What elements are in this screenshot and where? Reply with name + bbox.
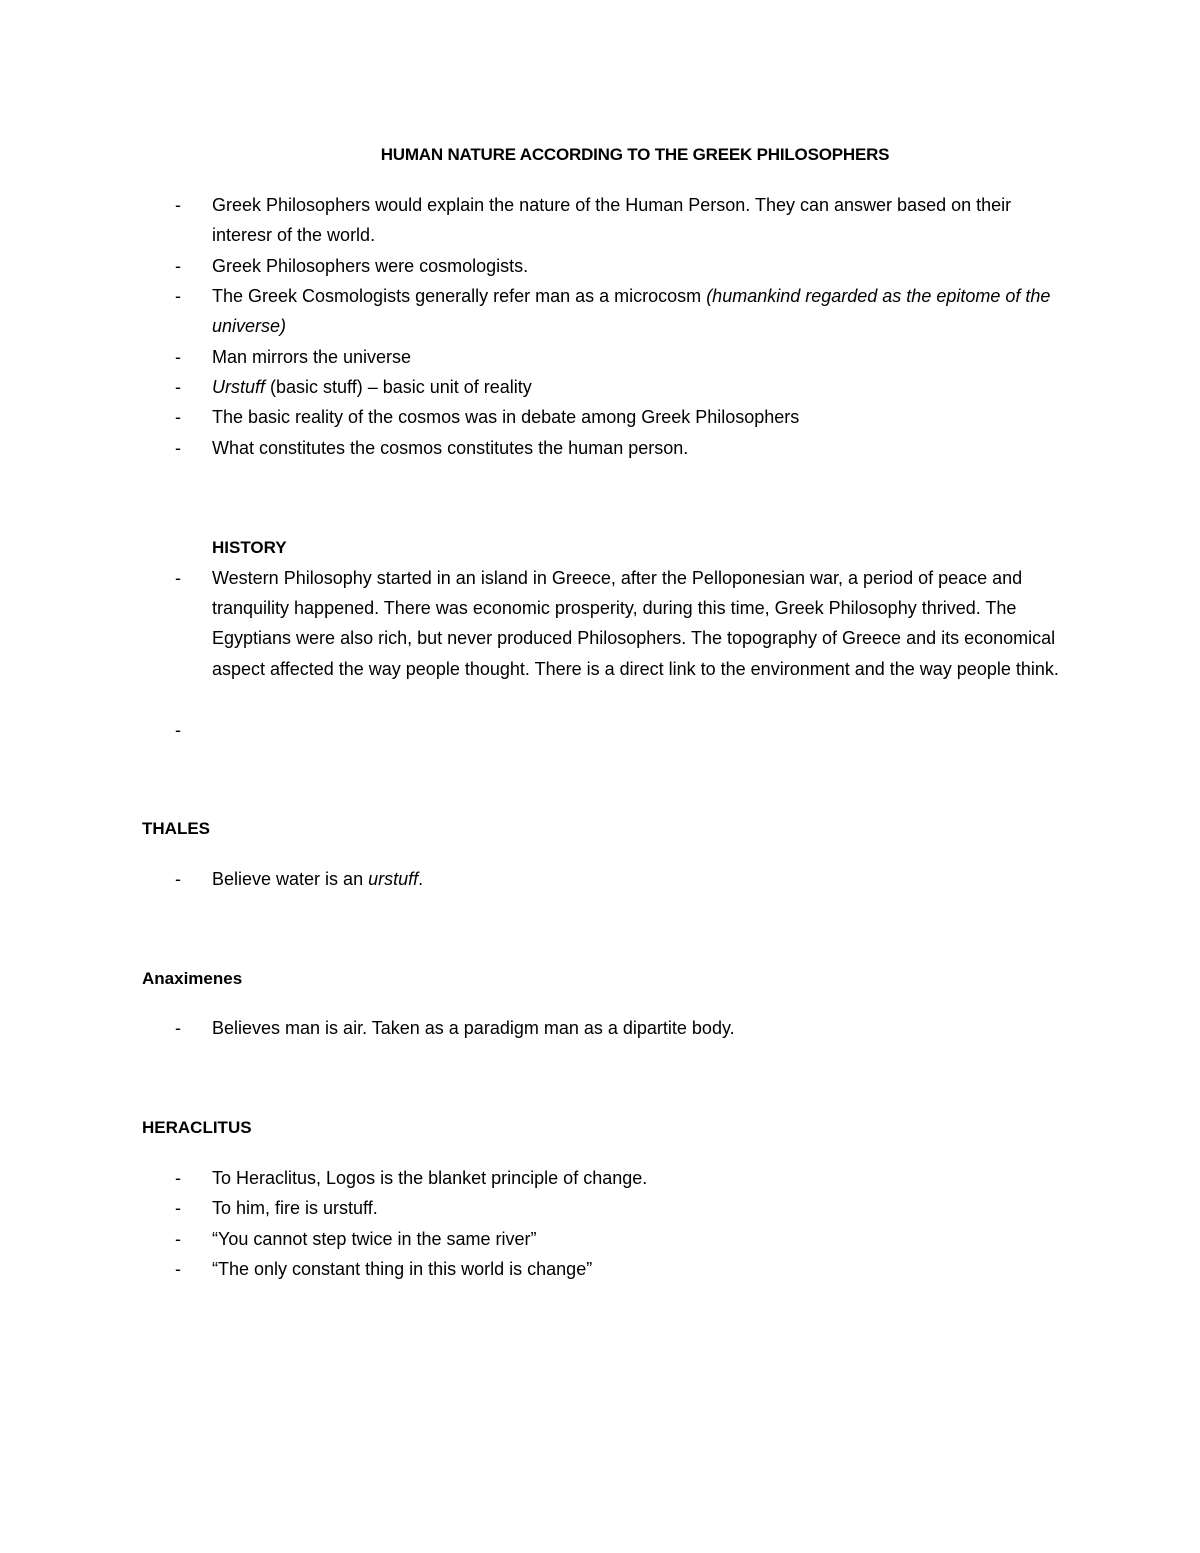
list-item-text: The basic reality of the cosmos was in debate among Greek Philosophers: [212, 407, 800, 427]
list-item: [175, 281, 1075, 341]
list-item-text: Believes man is air. Taken as a paradigm man as a dipartite body.: [212, 1018, 735, 1038]
section-heading-thales: THALES: [142, 819, 210, 838]
list-item-text-plain: .: [418, 869, 424, 889]
list-item-text-italic: urstuff: [368, 869, 419, 889]
list-item: [175, 1193, 1075, 1223]
list-item-text-plain: (basic stuff) – basic unit of reality: [265, 377, 532, 397]
bullet-dash: -: [175, 256, 181, 276]
section-heading-history: HISTORY: [212, 538, 287, 557]
bullet-dash: -: [175, 720, 181, 740]
list-item-text-plain: Believe water is an: [212, 869, 369, 889]
bullet-dash: -: [175, 438, 181, 458]
list-item-text: “You cannot step twice in the same river”: [212, 1229, 537, 1249]
bullet-dash: -: [175, 1168, 181, 1188]
bullet-dash: -: [175, 1198, 181, 1218]
list-item: [175, 251, 1075, 281]
bullet-dash: -: [175, 1259, 181, 1279]
list-item: [175, 372, 1075, 402]
bullet-dash: -: [175, 347, 181, 367]
list-item-text: “The only constant thing in this world is change”: [212, 1259, 593, 1279]
list-item-text: [212, 864, 1075, 894]
bullet-dash: -: [175, 377, 181, 397]
bullet-dash: -: [175, 1018, 181, 1038]
bullet-dash: -: [175, 1229, 181, 1249]
list-item: [175, 1254, 1075, 1284]
list-item-text: To him, fire is urstuff.: [212, 1198, 378, 1218]
list-item-text: [212, 372, 1075, 402]
list-item: [175, 563, 1075, 684]
bullet-dash: -: [175, 568, 181, 588]
list-item-text-italic: (humankind regarded as the epitome of the universe): [212, 286, 1051, 337]
list-item-text: Man mirrors the universe: [212, 347, 412, 367]
section-heading-anaximenes: Anaximenes: [142, 969, 243, 988]
bullet-dash: -: [175, 195, 181, 215]
list-item: [175, 433, 1075, 463]
list-item-text: Greek Philosophers would explain the nature of the Human Person. They can answer based on their interesr of the world.: [212, 195, 1012, 246]
document-title: HUMAN NATURE ACCORDING TO THE GREEK PHILOSOPHERS: [380, 145, 890, 164]
list-item-text: [212, 281, 1075, 341]
list-item-text-plain: The Greek Cosmologists generally refer man as a microcosm: [212, 286, 707, 306]
bullet-dash: -: [175, 869, 181, 889]
list-item-text: Greek Philosophers were cosmologists.: [212, 256, 529, 276]
list-item: [175, 1224, 1075, 1254]
list-item: [175, 402, 1075, 432]
list-item-text: Western Philosophy started in an island in Greece, after the Pelloponesian war, a period of peace and tranquility happened. There was economic prosperity, during this time, Greek Philosophy thrived. The Egyptians were also rich, but never produced Philosophers. The topography of Greece and its economical aspect affected the way people thought. There is a direct link to the environment and the way people think.: [212, 568, 1059, 679]
list-item: [175, 190, 1075, 250]
list-item: [175, 864, 1075, 894]
bullet-dash: -: [175, 286, 181, 306]
section-heading-heraclitus: HERACLITUS: [142, 1118, 252, 1137]
bullet-dash: -: [175, 407, 181, 427]
list-item-text: To Heraclitus, Logos is the blanket principle of change.: [212, 1168, 648, 1188]
list-item-text: What constitutes the cosmos constitutes the human person.: [212, 438, 689, 458]
list-item-text-italic: Urstuff: [212, 377, 266, 397]
list-item: [175, 1163, 1075, 1193]
list-item: [175, 342, 1075, 372]
list-item: [175, 1013, 1075, 1043]
